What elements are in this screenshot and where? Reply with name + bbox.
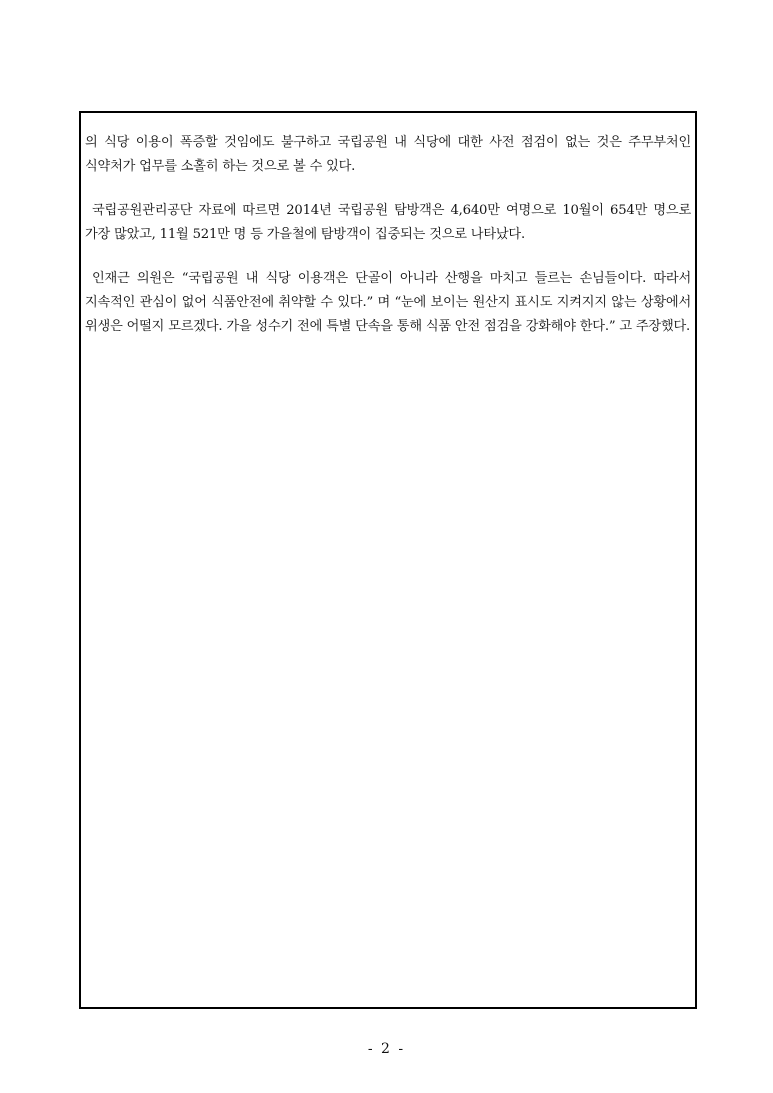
- page-number: - 2 -: [367, 1041, 406, 1057]
- document-body: [85, 131, 691, 339]
- paragraph-food-inspection: 의 식당 이용이 폭증할 것임에도 불구하고 국립공원 내 식당에 대한 사전 점검이 없는 것은 주무부처인 식약처가 업무를 소홀히 하는 것으로 볼 수 있다.: [85, 135, 691, 174]
- paragraph-visitor-statistics: 국립공원관리공단 자료에 따르면 2014년 국립공원 탐방객은 4,640만 여명으로 10월이 654만 명으로 가장 많았고, 11월 521만 명 등 가을철에 탐방객이 집중되는 것으로 나타났다.: [85, 203, 691, 242]
- paragraph-lawmaker-quote: 인재근 의원은 “국립공원 내 식당 이용객은 단골이 아니라 산행을 마치고 들르는 손님들이다. 따라서 지속적인 관심이 없어 식품안전에 취약할 수 있다.” 며 “눈에 보이는 원산지 표시도 지켜지지 않는 상황에서 위생은 어떨지 모르겠다. 가을 성수기 전에 특별 단속을 통해 식품 안전 점검을 강화해야 한다.” 고 주장했다.: [85, 271, 691, 334]
